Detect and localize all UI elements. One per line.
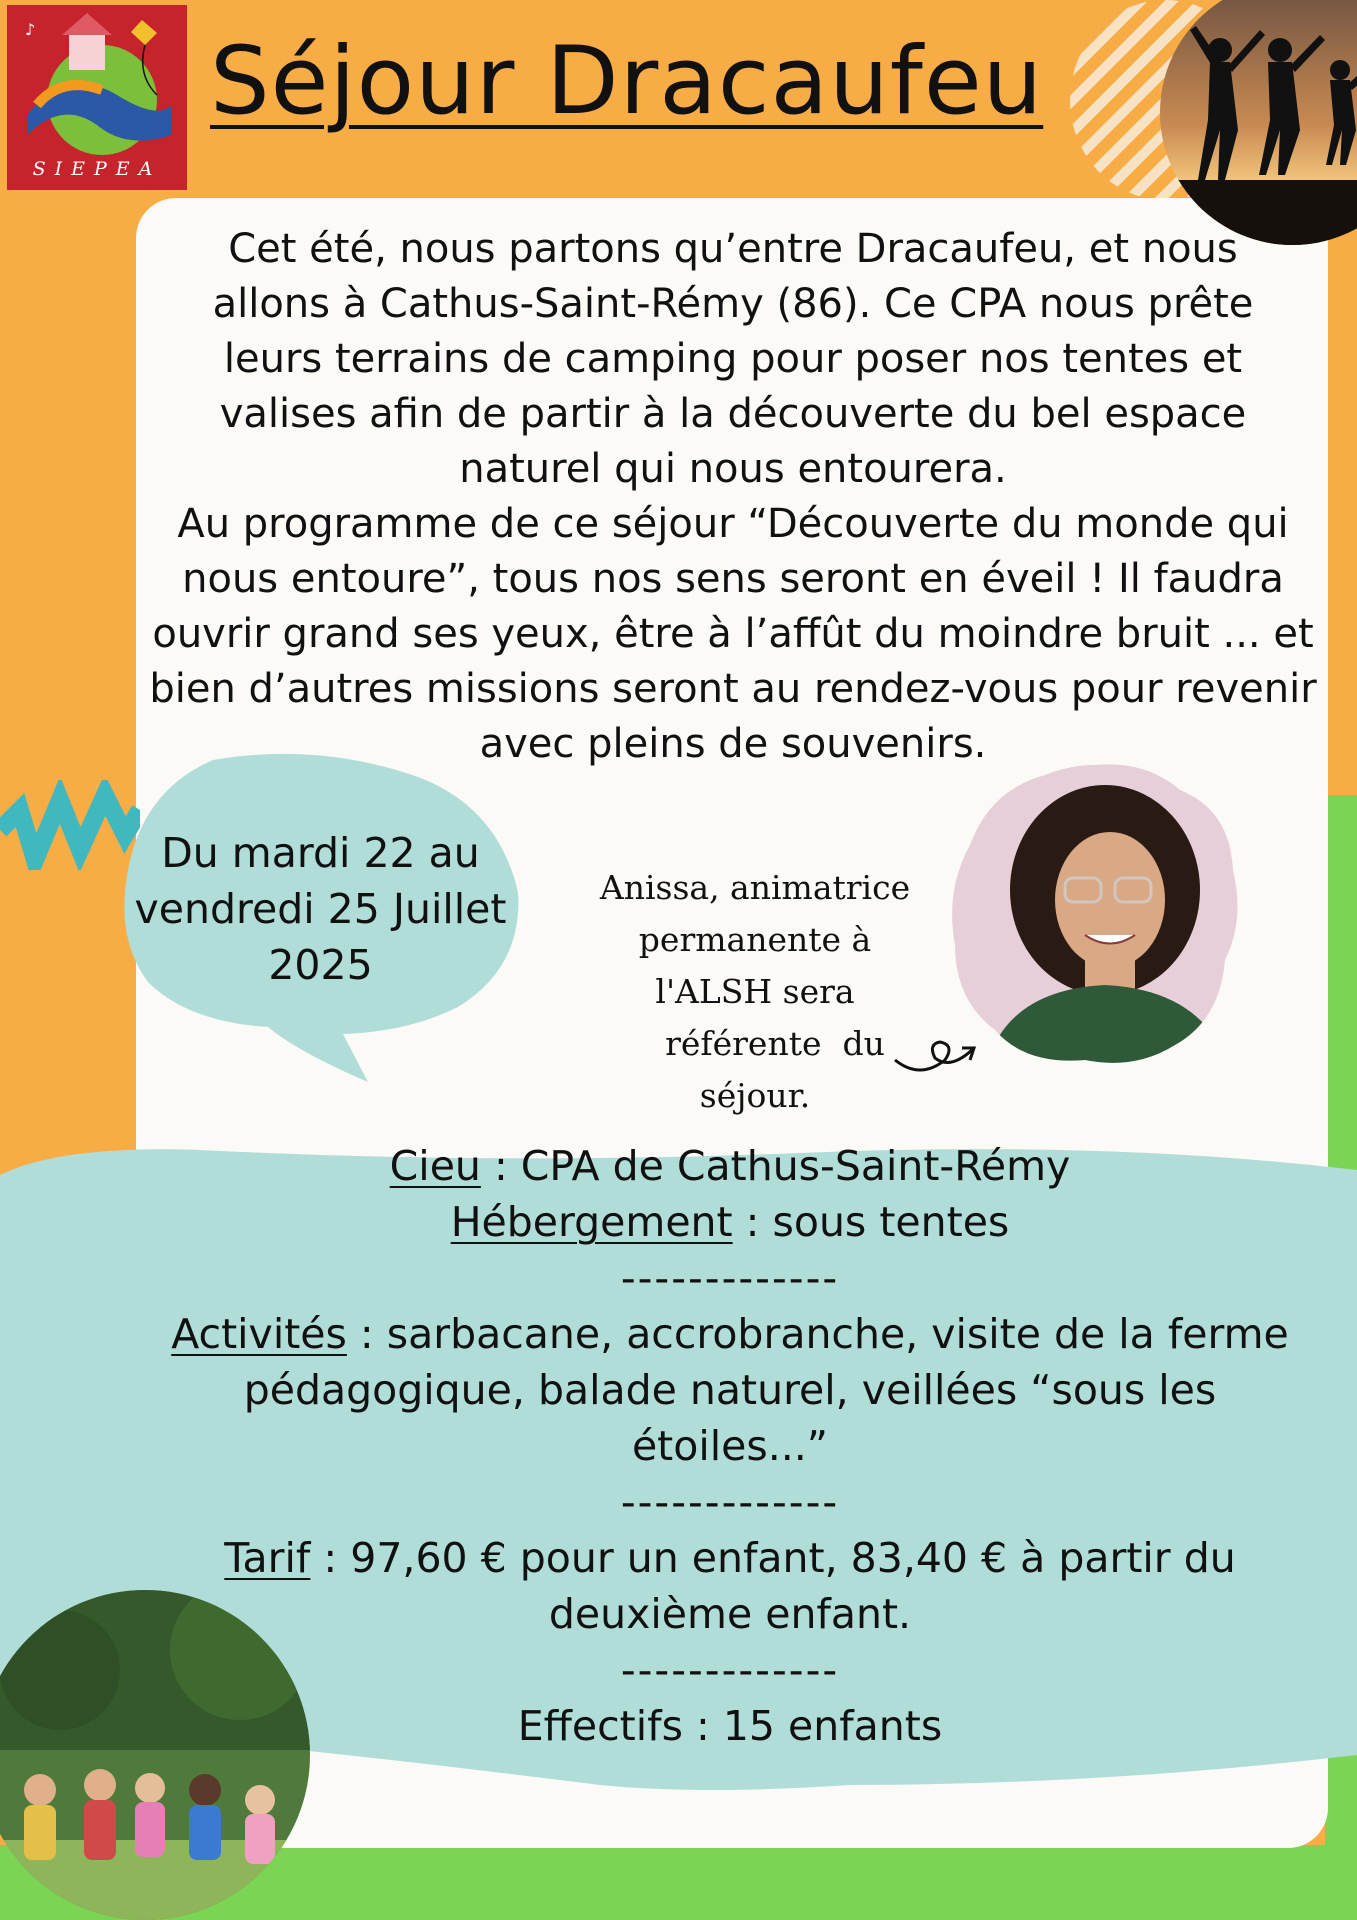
separator-1: -------------	[620, 1254, 840, 1302]
info-block	[130, 1138, 1330, 1754]
hebergement-value: : sous tentes	[732, 1198, 1010, 1246]
info-activites	[130, 1306, 1330, 1474]
info-lieu	[130, 1138, 1330, 1194]
referent-line-4: référente du	[665, 1024, 885, 1063]
referent-portrait-photo	[945, 760, 1245, 1070]
logo-text: SIEPEA	[32, 158, 162, 180]
info-tarif	[130, 1530, 1330, 1642]
separator-2: -------------	[620, 1478, 840, 1526]
referent-line-3: l'ALSH sera	[655, 972, 855, 1011]
lieu-value: : CPA de Cathus-Saint-Rémy	[480, 1142, 1071, 1190]
info-effectifs: Effectifs : 15 enfants	[517, 1702, 943, 1750]
tarif-value: : 97,60 € pour un enfant, 83,40 € à partir du deuxième enfant.	[310, 1534, 1236, 1638]
intro-paragraph-2: Au programme de ce séjour “Découverte du monde qui nous entoure”, tous nos sens seront en éveil ! Il faudra ouvrir grand ses yeux, être à l’affût du moindre bruit ... et bien d’autres missions seront au rendez-vous pour revenir avec pleins de souvenirs.	[149, 501, 1317, 767]
date-text	[118, 825, 523, 993]
siepea-logo	[7, 5, 187, 190]
svg-text:♪: ♪	[25, 20, 36, 39]
date-line-1: Du mardi 22 au	[161, 829, 480, 877]
referent-line-5: séjour.	[699, 1076, 811, 1115]
activites-value: : sarbacane, accrobranche, visite de la ferme pédagogique, balade naturel, veillées “sous les étoiles...”	[243, 1310, 1289, 1470]
intro-text	[140, 222, 1326, 772]
hebergement-label: Hébergement	[450, 1198, 733, 1246]
logo-illustration	[7, 5, 187, 155]
date-line-2: vendredi 25 Juillet	[134, 885, 507, 933]
referent-line-2: permanente à	[638, 920, 872, 959]
lieu-label: Cieu	[389, 1142, 481, 1190]
referent-text	[565, 862, 945, 1122]
page-title: Séjour Dracaufeu	[210, 27, 1044, 136]
separator-3: -------------	[620, 1646, 840, 1694]
tarif-label: Tarif	[224, 1534, 311, 1582]
referent-line-1: Anissa, animatrice	[599, 868, 911, 907]
date-line-3: 2025	[268, 941, 373, 989]
info-hebergement	[130, 1194, 1330, 1250]
activites-label: Activités	[171, 1310, 347, 1358]
intro-paragraph-1: Cet été, nous partons qu’entre Dracaufeu, et nous allons à Cathus-Saint-Rémy (86). Ce CPA nous prête leurs terrains de camping pour poser nos tentes et valises afin de partir à la découverte du bel espace naturel qui nous entourera.	[212, 226, 1254, 492]
